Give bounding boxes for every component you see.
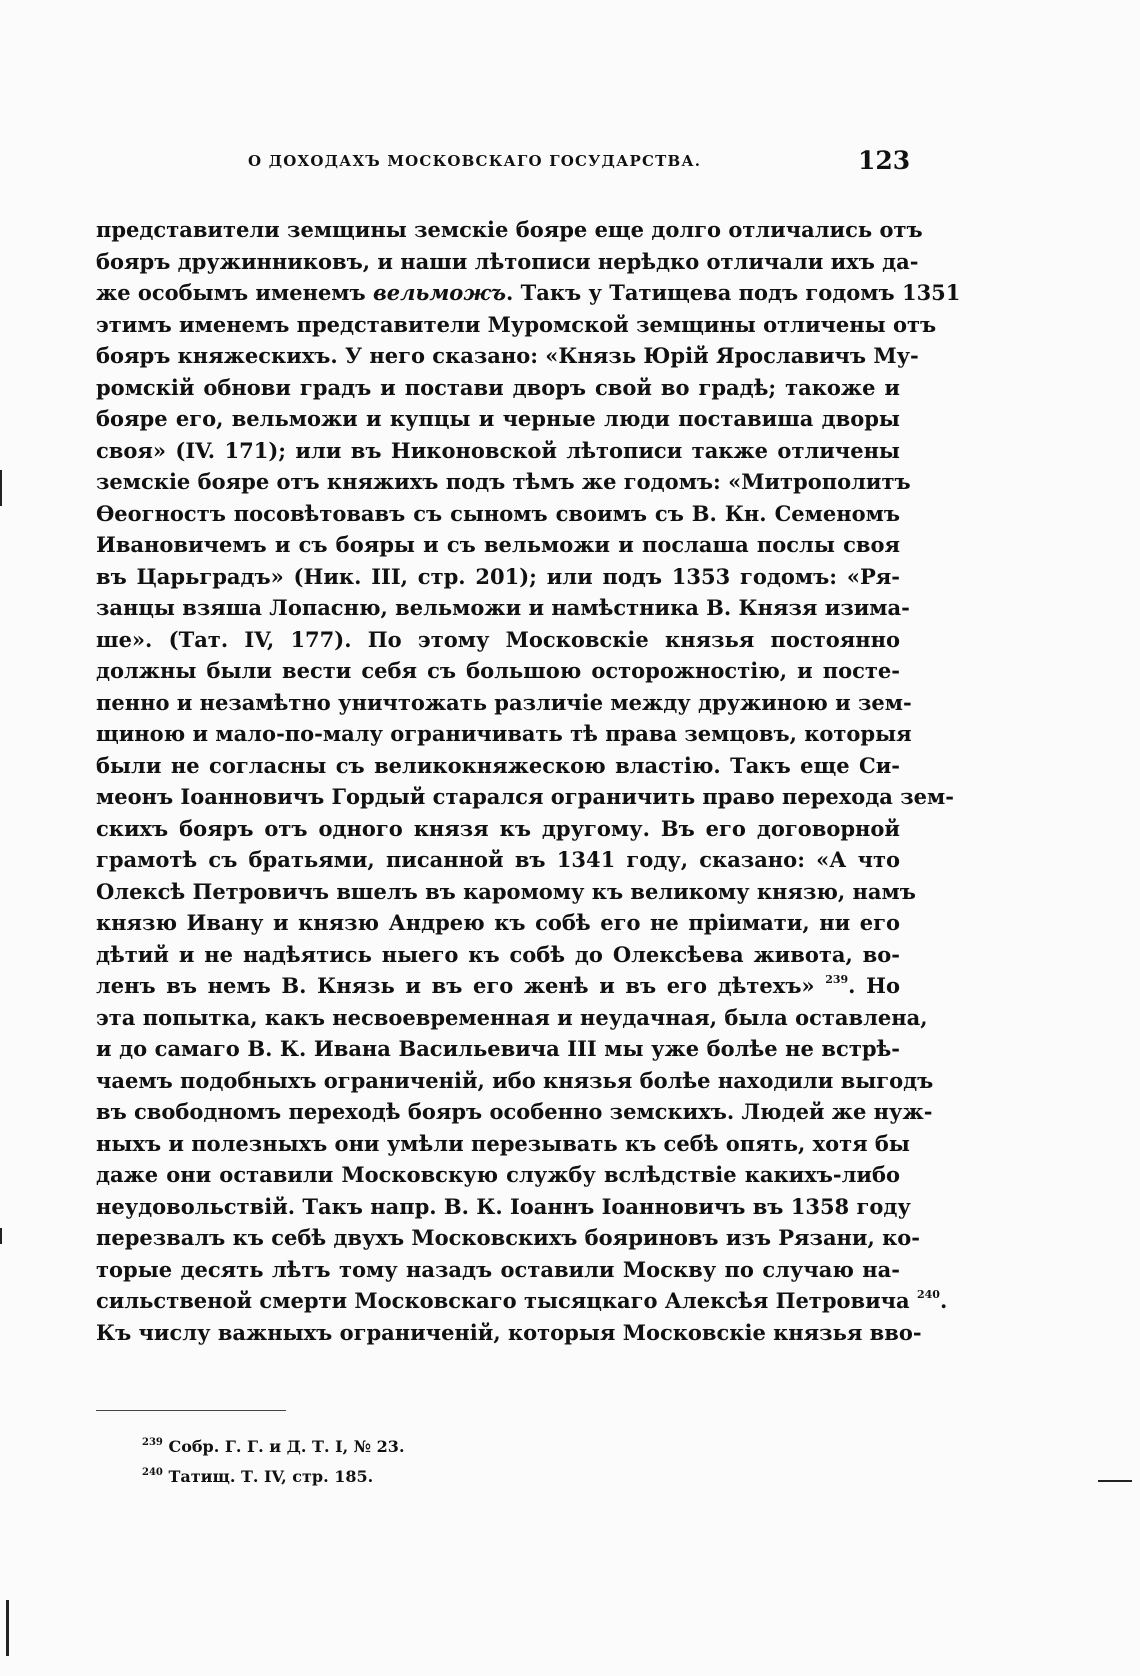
text-line (96, 466, 911, 498)
running-header: О ДОХОДАХЪ МОСКОВСКАГО ГОСУДАРСТВА. (248, 152, 702, 170)
scan-mark (6, 1600, 9, 1656)
text-run: пенно и незамѣтно уничтожать различіе между дружиною и зем- (96, 689, 912, 715)
text-run: должны были вести себя съ большою осторожностію, и посте- (96, 658, 900, 683)
italic-run: вельможъ (372, 280, 507, 305)
text-line (96, 592, 910, 624)
body-text (96, 214, 961, 1348)
footnote-mark: 239 (142, 1437, 163, 1448)
text-line (96, 246, 919, 278)
text-line (96, 1317, 922, 1349)
text-line (96, 277, 961, 309)
text-run: въ свободномъ переходѣ бояръ особенно земскихъ. Людей же нуж- (96, 1099, 933, 1124)
text-run: щиною и мало-по-малу ограничивать тѣ права земцовъ, которыя (96, 721, 912, 746)
text-line (96, 687, 912, 719)
text-run: ныхъ и полезныхъ они умѣли перезывать къ себѣ опять, хотя бы (96, 1130, 910, 1156)
text-run: скихъ бояръ отъ одного князя къ другому. Въ его договорной (96, 815, 900, 841)
footnote-mark: 240 (142, 1467, 163, 1478)
text-run: чаемъ подобныхъ ограниченій, ибо князья болѣе находили выгодъ (96, 1067, 934, 1093)
scan-mark (1098, 1480, 1132, 1482)
page-number: 123 (858, 146, 911, 175)
text-line (96, 1222, 921, 1254)
text-line (96, 655, 900, 687)
text-line (96, 498, 900, 530)
text-line (96, 813, 900, 845)
text-line (96, 1128, 910, 1160)
text-line (96, 1285, 948, 1317)
text-line (96, 750, 900, 782)
text-line (96, 1096, 933, 1128)
text-run: князю Ивану и князю Андрею къ собѣ его не пріимати, ни его (96, 910, 900, 935)
text-run: бояръ княжескихъ. У него сказано: «Князь Юрій Ярославичъ Му- (96, 343, 919, 368)
text-run: дѣтий и не надѣятись ныего къ собѣ до Олексѣева живота, во- (96, 941, 900, 967)
text-run: грамотѣ съ братьями, писанной въ 1341 году, сказано: «А что (96, 847, 900, 872)
footnote (142, 1462, 405, 1492)
text-line (96, 624, 900, 656)
text-run: этимъ именемъ представители Муромской земщины отличены отъ (96, 311, 937, 337)
text-run: торые десять лѣтъ тому назадъ оставили Москву по случаю на- (96, 1256, 900, 1282)
text-line (96, 403, 900, 435)
text-line (96, 1159, 900, 1191)
text-line (96, 1191, 911, 1223)
text-run: ше». (Тат. IV, 177). По этому Московскіе князья постоянно (96, 626, 900, 652)
scan-mark (0, 1228, 2, 1244)
text-run: Ѳеогностъ посовѣтовавъ съ сыномъ своимъ съ В. Кн. Семеномъ (96, 500, 900, 526)
text-line (96, 372, 900, 404)
text-run: Олексѣ Петровичъ вшелъ въ каромому къ великому князю, намъ (96, 878, 916, 904)
text-run: бояре его, вельможи и купцы и черные люди поставиша дворы (96, 406, 900, 431)
text-line (96, 1033, 900, 1065)
text-line (96, 718, 912, 750)
text-line (96, 214, 923, 246)
text-run: своя» (IV. 171); или въ Никоновской лѣтописи также отличены (96, 437, 900, 463)
text-run: эта попытка, какъ несвоевременная и неудачная, была оставлена, (96, 1004, 928, 1030)
text-line (96, 844, 900, 876)
footnote-text: Собр. Г. Г. и Д. Т. I, № 23. (168, 1437, 405, 1456)
text-line (96, 1002, 928, 1034)
text-run: . Такъ у Татищева подъ годомъ 1351 (506, 280, 961, 305)
footnotes (142, 1432, 405, 1492)
text-line (96, 561, 900, 593)
text-run: же особымъ именемъ (96, 280, 373, 305)
footnote-rule (96, 1410, 286, 1411)
text-run: бояръ дружинниковъ, и наши лѣтописи нерѣдко отличали ихъ да- (96, 248, 919, 274)
text-line (96, 435, 900, 467)
text-run: представители земщины земскіе бояре еще долго отличались отъ (96, 217, 923, 242)
text-line (96, 781, 954, 813)
text-run: сильственой смерти Московскаго тысяцкаго Алексѣя Петровича (96, 1288, 917, 1313)
text-line (96, 970, 900, 1002)
text-run: Ивановичемъ и съ бояры и съ вельможи и послаша послы своя (96, 532, 900, 557)
text-line (96, 939, 900, 971)
text-line (96, 1254, 900, 1286)
footnote-text: Татищ. Т. IV, стр. 185. (168, 1467, 374, 1486)
text-run: Къ числу важныхъ ограниченій, которыя Московскіе князья вво- (96, 1319, 922, 1345)
text-run: . Но (848, 973, 900, 998)
text-run: перезвалъ къ себѣ двухъ Московскихъ бояриновъ изъ Рязани, ко- (96, 1225, 921, 1250)
text-run: даже они оставили Московскую службу вслѣдствіе какихъ-либо (96, 1162, 900, 1187)
text-run: занцы взяша Лопасню, вельможи и намѣстника В. Князя изима- (96, 595, 910, 620)
text-line (96, 340, 919, 372)
text-run: меонъ Іоанновичъ Гордый старался ограничить право перехода зем- (96, 784, 954, 809)
text-run: земскіе бояре отъ княжихъ подъ тѣмъ же годомъ: «Митрополитъ (96, 469, 911, 494)
footnote-ref: 240 (916, 1288, 940, 1301)
footnote (142, 1432, 405, 1462)
text-run: . (939, 1288, 948, 1313)
text-run: въ Царьградъ» (Ник. III, стр. 201); или подъ 1353 годомъ: «Ря- (96, 563, 900, 589)
text-run: ромскій обнови градъ и постави дворъ свой во градѣ; такоже и (96, 374, 900, 400)
text-line (96, 529, 900, 561)
text-run: ленъ въ немъ В. Князь и въ его женѣ и въ его дѣтехъ» (96, 973, 826, 998)
text-line (96, 1065, 934, 1097)
text-run: неудовольствій. Такъ напр. В. К. Іоаннъ Іоанновичъ въ 1358 году (96, 1193, 911, 1219)
text-line (96, 309, 937, 341)
text-run: были не согласны съ великокняжескою властію. Такъ еще Си- (96, 752, 900, 778)
scan-mark (0, 470, 2, 506)
footnote-ref: 239 (825, 973, 849, 986)
text-line (96, 907, 900, 939)
text-line (96, 876, 916, 908)
text-run: и до самаго В. К. Ивана Васильевича III мы уже болѣе не встрѣ- (96, 1036, 900, 1061)
